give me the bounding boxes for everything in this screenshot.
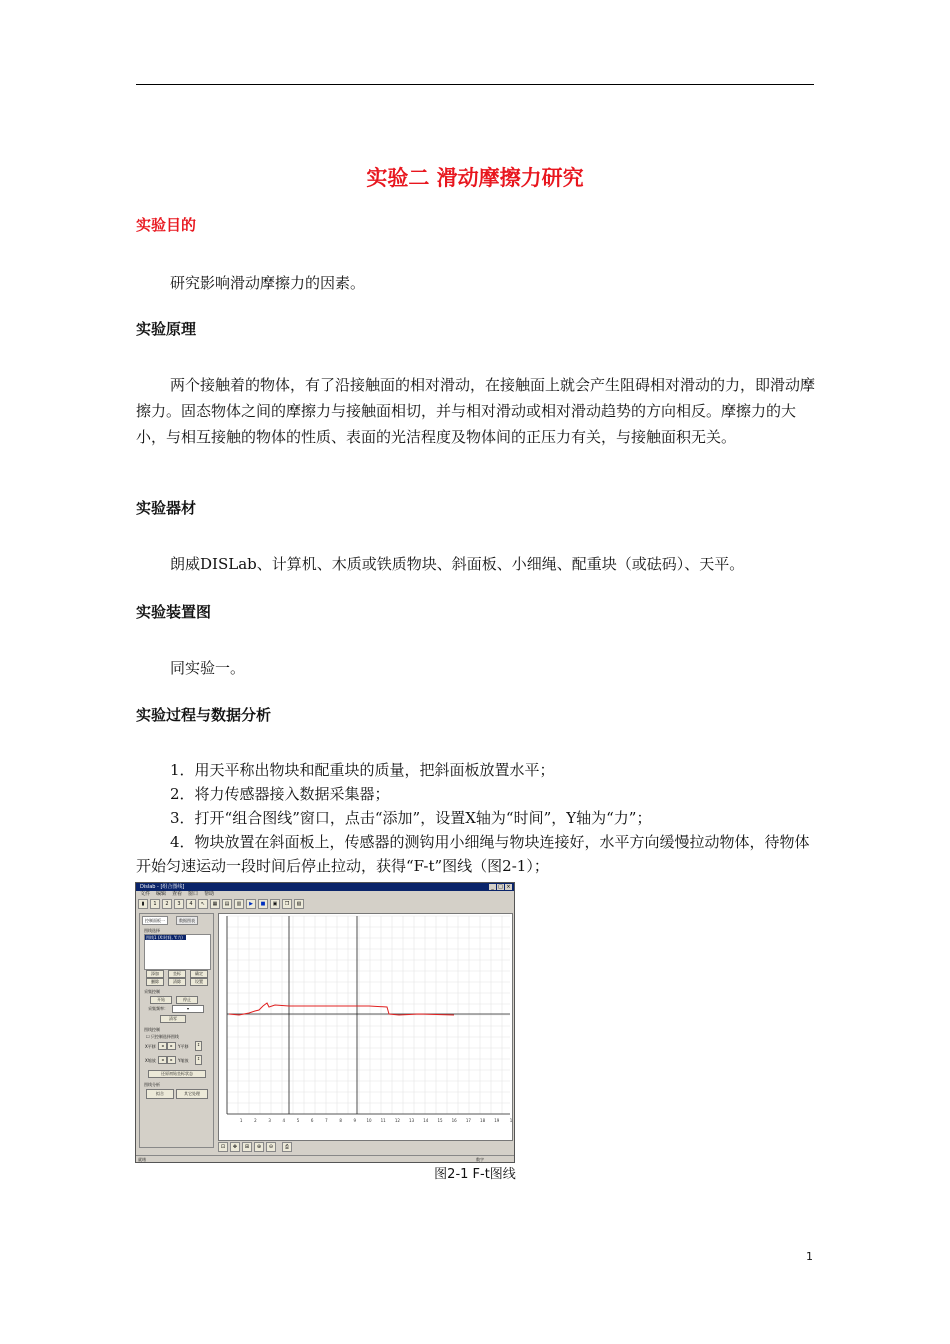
x-tick-label: 5 (296, 1118, 300, 1123)
curve-item[interactable]: 图线1 (X:时间, Y:力) (145, 935, 186, 940)
cursor-icon[interactable]: ↖ (198, 899, 208, 909)
only-selected-checkbox[interactable]: ☐ 只控制选择图线 (146, 1034, 179, 1039)
menu-help[interactable]: 帮助 (204, 891, 215, 897)
principle-text: 两个接触着的物体，有了沿接触面的相对滑动，在接触面上就会产生阻碍相对滑动的力，即滑动摩擦力。固态物体之间的摩擦力与接触面相切，并与相对滑动或相对滑动趋势的方向相反。摩擦力的大小，与相互接触的物体的性质、表面的光洁程度及物体间的正压力有关，与接触面积无关。 (136, 376, 816, 446)
tool-3-button[interactable]: 3 (174, 899, 184, 909)
tool-2-button[interactable]: 2 (162, 899, 172, 909)
zoom-select-icon[interactable]: ⊡ (218, 1142, 228, 1152)
step-3: 3．打开“组合图线”窗口，点击“添加”，设置X轴为“时间”，Y轴为“力”； (170, 809, 652, 827)
menu-window[interactable]: 窗口 (188, 891, 199, 897)
rate-label: 采集频率： (148, 1006, 168, 1011)
bottom-toolbar (218, 1142, 292, 1152)
process-steps (136, 758, 816, 878)
x-tick-label: 6 (310, 1118, 314, 1123)
close-icon[interactable]: × (506, 884, 511, 890)
x-tick-label: 7 (325, 1118, 328, 1123)
x-tick-label: 8 (339, 1118, 342, 1123)
status-right: 数字 (476, 1157, 484, 1162)
x-zoom-out-button[interactable]: ◂ (158, 1056, 167, 1064)
page-number: 1 (806, 1250, 813, 1263)
window-titlebar (136, 883, 514, 891)
y-zoom-spinner[interactable]: ↕ (195, 1055, 202, 1065)
zoom-out-icon[interactable]: ⊖ (266, 1142, 276, 1152)
clear-list-button[interactable]: 清除 (168, 978, 186, 986)
x-tick-label: 15 (437, 1118, 443, 1123)
add-button[interactable]: 添加 (146, 970, 164, 978)
menu-view[interactable]: 查看 (172, 891, 183, 897)
ft-chart (219, 914, 512, 1140)
coord-button[interactable]: 坐标 (168, 970, 186, 978)
x-tick-label: 10 (366, 1118, 372, 1123)
tool-1-button[interactable]: 1 (150, 899, 160, 909)
only-selected-label: 只控制选择图线 (150, 1034, 179, 1039)
delete-button[interactable]: 删除 (146, 978, 164, 986)
confirm-button[interactable]: 确定 (190, 970, 208, 978)
grid-icon[interactable]: ▦ (210, 899, 220, 909)
x-zoom-in-button[interactable]: ▸ (167, 1056, 176, 1064)
zoom-in-icon[interactable]: ⊕ (254, 1142, 264, 1152)
toolbar (138, 899, 304, 909)
x-shift-label: X平移 (145, 1044, 156, 1049)
curve-ctrl-label: 图线控制 (144, 1027, 160, 1032)
x-shift-left-button[interactable]: ◂ (158, 1042, 167, 1050)
x-shift-right-button[interactable]: ▸ (167, 1042, 176, 1050)
heading-purpose: 实验目的 (136, 216, 197, 234)
start-button[interactable]: 开始 (150, 996, 172, 1004)
x-tick-label: 1 (239, 1118, 243, 1123)
paste-icon[interactable]: ▧ (294, 899, 304, 909)
device-icon[interactable]: ▮ (138, 899, 148, 909)
zero-button[interactable]: 清零 (160, 1015, 186, 1023)
tool-4-button[interactable]: 4 (186, 899, 196, 909)
x-tick-label: 17 (465, 1118, 471, 1123)
step-4: 4．物块放置在斜面板上，传感器的测钩用小细绳与物块连接好，水平方向缓慢拉动物体，待物体开始匀速运动一段时间后停止拉动，获得“F-t”图线（图2-1）； (136, 833, 810, 875)
rate-select[interactable]: ▾ (172, 1005, 204, 1013)
x-tick-label: 13 (409, 1118, 415, 1123)
minimize-icon[interactable]: _ (489, 884, 496, 890)
x-tick-label: 9 (353, 1118, 357, 1123)
force-curve (229, 1003, 454, 1015)
x-tick-label: 4 (282, 1118, 286, 1123)
copy-icon[interactable]: ❐ (282, 899, 292, 909)
x-tick-label: 11 (380, 1118, 386, 1123)
other-process-button[interactable]: 其它处理 (176, 1089, 208, 1099)
step-2: 2．将力传感器接入数据采集器； (170, 785, 390, 803)
x-tick-label: 19 (494, 1118, 500, 1123)
menu-file[interactable]: 文件 (140, 891, 151, 897)
fit-view-icon[interactable]: ⊞ (242, 1142, 252, 1152)
restore-button[interactable]: 还原初始坐标状态 (148, 1070, 206, 1078)
menu-bar (136, 891, 514, 898)
setup-text: 同实验一。 (170, 659, 246, 677)
stop-button[interactable]: 停止 (176, 996, 198, 1004)
figure-caption: 图2-1 F-t图线 (434, 1167, 516, 1182)
y-shift-label: Y平移 (178, 1044, 189, 1049)
heading-setup: 实验装置图 (136, 603, 212, 621)
curve-listbox[interactable] (144, 934, 211, 970)
x-tick-label: 1 (509, 1118, 513, 1123)
pan-icon[interactable]: ✥ (230, 1142, 240, 1152)
x-tick-label: 12 (394, 1118, 400, 1123)
x-tick-label: 3 (268, 1118, 271, 1123)
equipment-text: 朗威DISLab、计算机、木质或铁质物块、斜面板、小细绳、配重块（或砝码）、天平。 (170, 555, 745, 573)
collect-label: 采集控制 (144, 989, 160, 994)
purpose-text: 研究影响滑动摩擦力的因素。 (170, 274, 366, 292)
plot-area[interactable] (218, 913, 513, 1141)
window-title: Dislab - [组合图线] (140, 884, 185, 890)
y-shift-spinner[interactable]: ↕ (195, 1041, 202, 1051)
save-icon[interactable]: ▣ (270, 899, 280, 909)
header-rule (136, 84, 814, 85)
heading-equipment: 实验器材 (136, 499, 197, 517)
control-panel (139, 913, 214, 1148)
heading-principle: 实验原理 (136, 320, 197, 338)
maximize-icon[interactable]: □ (498, 884, 503, 890)
play-icon[interactable]: ▶ (246, 899, 256, 909)
layout-icon[interactable]: ▥ (234, 899, 244, 909)
split-icon[interactable]: ▤ (222, 899, 232, 909)
analysis-label: 图线分析 (144, 1082, 160, 1087)
status-bar (136, 1155, 514, 1163)
heading-process: 实验过程与数据分析 (136, 706, 272, 724)
stop-icon[interactable]: ■ (258, 899, 268, 909)
status-left: 就绪 (138, 1157, 146, 1162)
page-title: 实验二 滑动摩擦力研究 (366, 166, 584, 190)
x-tick-label: 16 (451, 1118, 457, 1123)
fit-button[interactable]: 拟合 (146, 1089, 174, 1099)
curve-list-label: 图线选择 (144, 928, 160, 933)
settings-button[interactable]: 设置 (190, 978, 208, 986)
x-zoom-label: X缩放 (145, 1058, 156, 1063)
software-screenshot (135, 882, 515, 1163)
step-1: 1．用天平称出物块和配重块的质量，把斜面板放置水平； (170, 761, 555, 779)
print-icon[interactable]: ⎙ (282, 1142, 292, 1152)
tab-control[interactable]: 控制面板一 (142, 916, 168, 925)
x-tick-label: 14 (423, 1118, 429, 1123)
y-zoom-label: Y缩放 (178, 1058, 189, 1063)
tab-data[interactable]: 数据图表 (176, 916, 198, 925)
menu-edit[interactable]: 编辑 (156, 891, 167, 897)
x-tick-label: 18 (480, 1118, 486, 1123)
x-tick-label: 2 (254, 1118, 257, 1123)
